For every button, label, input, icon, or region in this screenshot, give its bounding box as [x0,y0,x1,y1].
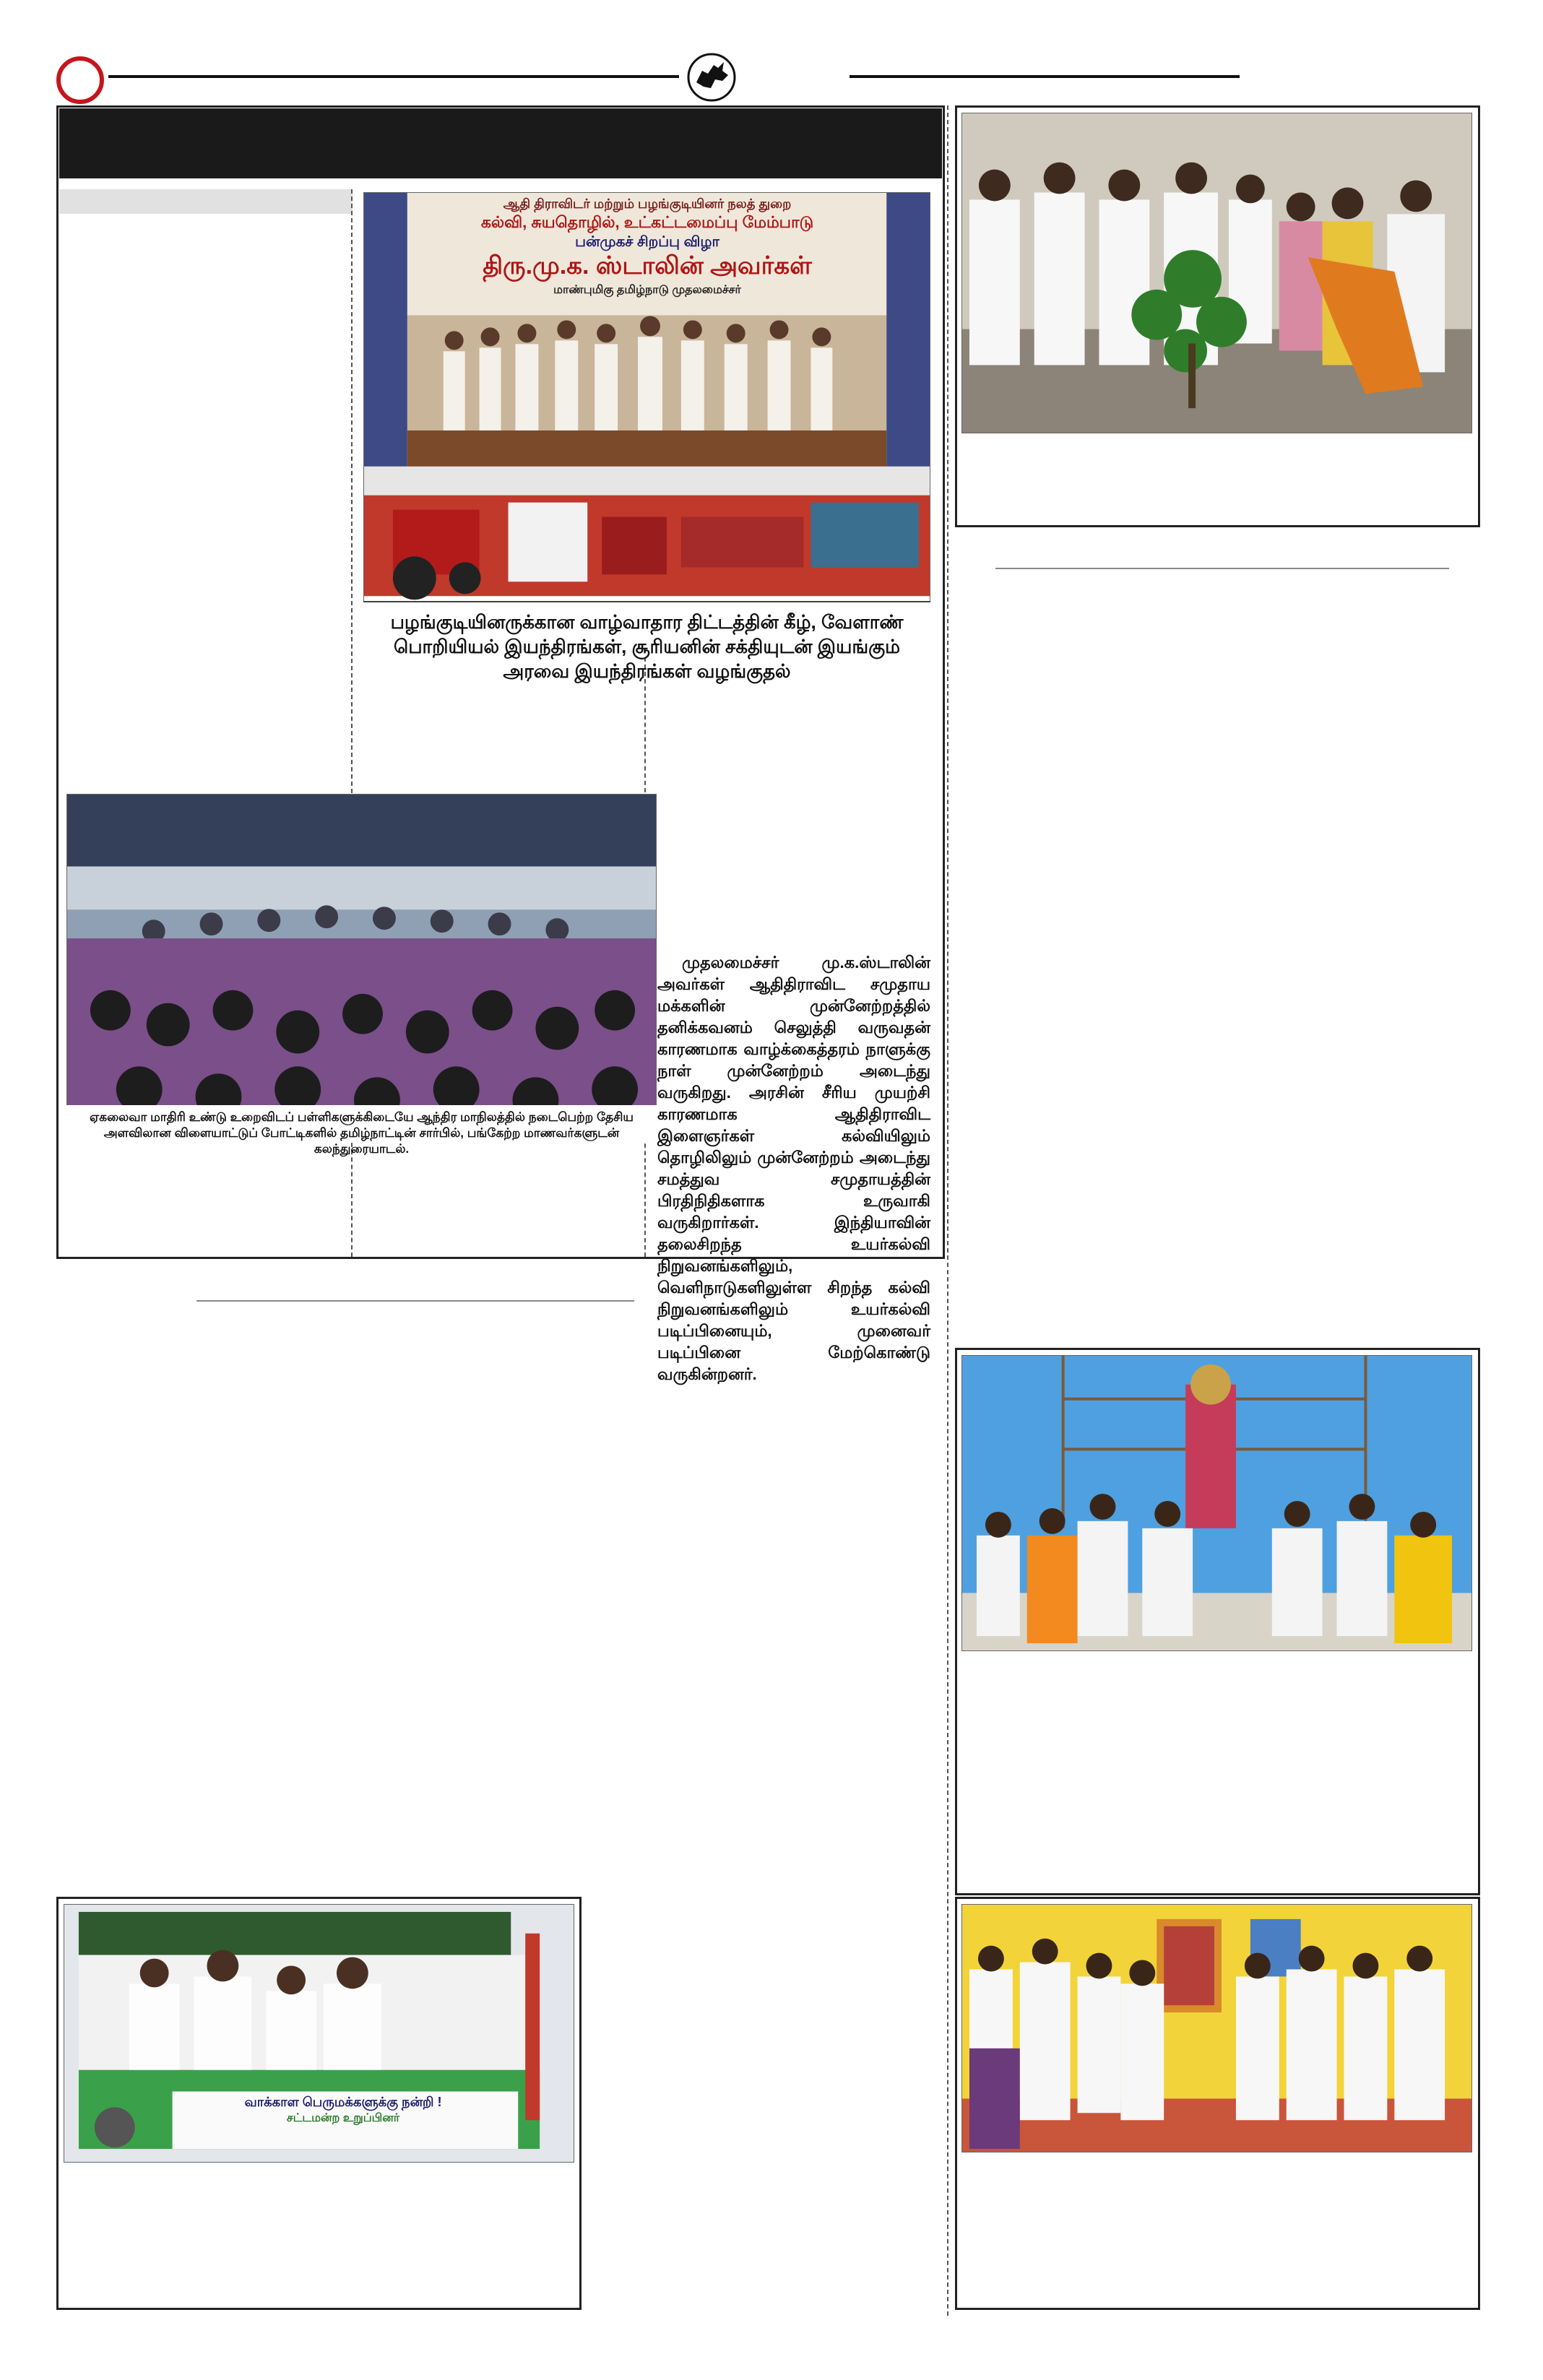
vehicle-banner-text [173,2095,513,2145]
stage-banner-line: பன்முகச் சிறப்பு விழா [575,234,719,250]
students-photo-caption: ஏகலைவா மாதிரி உண்டு உறைவிடப் பள்ளிகளுக்கிடையே ஆந்திர மாநிலத்தில் நடைபெற்ற தேசிய அளவிலான விளையாட்டுப் போட்டிகளில் தமிழ்நாட்டின் சார்பில், பங்கேற்ற மாணவர்களுடன் கலந்துரையாடல். [66,1105,657,1141]
section-rule [995,568,1449,569]
machinery-photo-caption: பழங்குடியினருக்கான வாழ்வாதார திட்டத்தின் கீழ், வேளாண் பொறியியல் இயந்திரங்கள், சூரியனின் சக்தியுடன் இயங்கும் அரவை இயந்திரங்கள் வழங்குதல் [363,601,930,658]
statue-garlanding-photo [961,1355,1472,1651]
column-divider [351,189,353,793]
vehicle-banner-line: வாக்காள பெருமக்களுக்கு நன்றி ! [244,2095,442,2109]
students-interaction-photo [66,794,657,1139]
stage-banner-line: ஆதி திராவிடர் மற்றும் பழங்குடியினர் நலத் துறை [503,196,792,211]
masthead-rule-left [108,75,679,78]
headline-bar [59,108,942,178]
section-rule [196,1300,634,1302]
masthead-logo [56,56,104,104]
bull-emblem-icon [686,52,737,103]
portrait-tribute-photo [961,1904,1472,2152]
stage-banner-line: மாண்புமிகு தமிழ்நாடு முதலமைச்சர் [553,284,741,296]
tree-planting-photo [961,113,1472,433]
main-article-text: முதலமைச்சர் மு.க.ஸ்டாலின் அவர்கள் ஆதிதிராவிட சமுதாய மக்களின் முன்னேற்றத்தில் தனிக்கவனம் செலுத்தி வருவதன் காரணமாக வாழ்க்கைத்தரம் நாளுக்கு நாள் முன்னேற்றம் அடைந்து வருகிறது. அரசின் சீரிய முயற்சி காரணமாக ஆதிதிராவிட இளைஞர்கள் கல்வியிலும் தொழிலிலும் முன்னேற்றம் அடைந்து சமத்துவ சமுதாயத்தின் பிரதிநிதிகளாக உருவாகி வருகிறார்கள். இந்தியாவின் தலைசிறந்த உயர்கல்வி நிறுவனங்களிலும், வெளிநாடுகளிலுள்ள சிறந்த கல்வி நிறுவனங்களிலும் உயர்கல்வி படிப்பினையும், முனைவர் படிப்பினை மேற்கொண்டு வருகின்றனர். [657,953,930,1383]
stage-banner-line: கல்வி, சுயதொழில், உட்கட்டமைப்பு மேம்பாடு [480,213,814,231]
page-column-divider [947,105,948,2316]
stage-banner-line: திரு.மு.க. ஸ்டாலின் அவர்கள் [483,252,812,280]
subhead-strip [59,189,353,214]
vehicle-banner-line: சட்டமன்ற உறுப்பினர் [286,2112,400,2124]
masthead-rule-right [850,75,1240,78]
stage-banner-text [380,196,915,341]
